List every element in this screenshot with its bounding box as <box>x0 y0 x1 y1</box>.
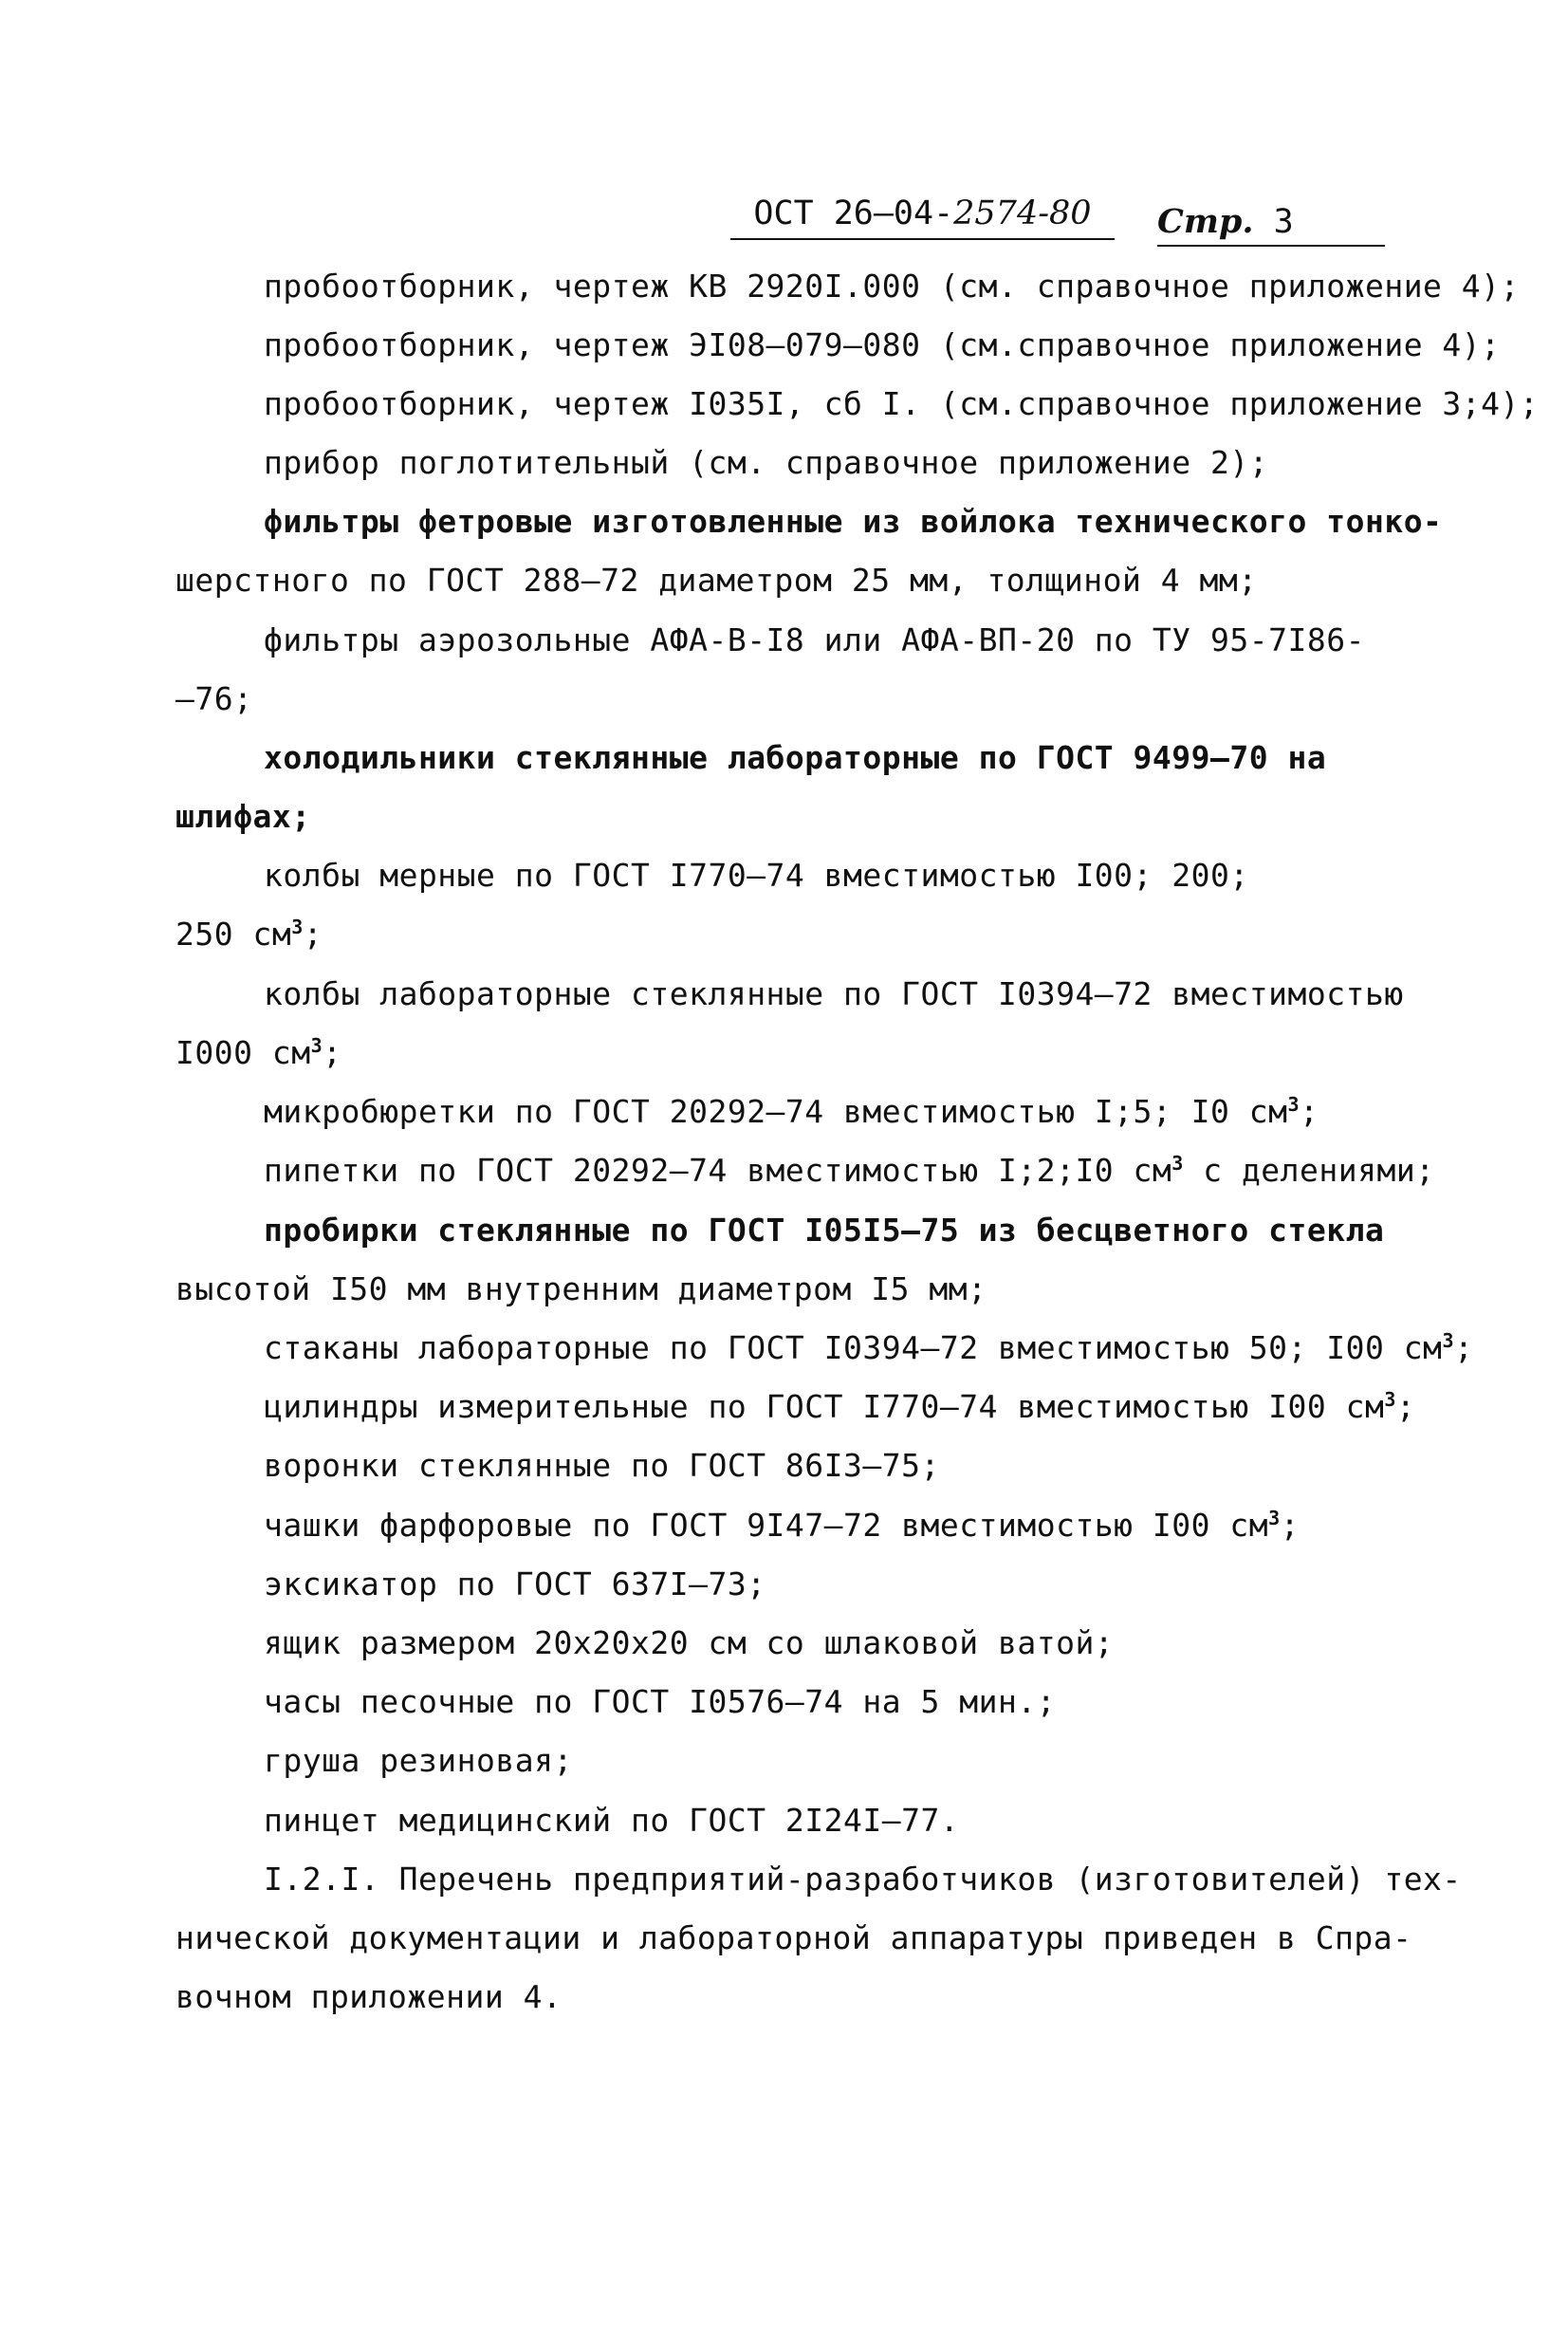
text-line: высотой I50 мм внутренним диаметром I5 мм; <box>175 1270 987 1307</box>
text-line: фильтры фетровые изготовленные из войлока технического тонко- <box>264 503 1443 540</box>
text-line: пипетки по ГОСТ 20292–74 вместимостью I;2;I0 $см^3$ с делениями; <box>264 1152 1435 1189</box>
text-line: воронки стеклянные по ГОСТ 86I3–75; <box>264 1447 940 1484</box>
text-line: пробоотборник, чертеж КВ 2920I.000 (см. справочное приложение 4); <box>264 268 1520 305</box>
text-line: прибор поглотительный (см. справочное приложение 2); <box>264 444 1269 481</box>
text-line: эксикатор по ГОСТ 637I–73; <box>264 1565 766 1602</box>
text-line: микробюретки по ГОСТ 20292–74 вместимостью I;5; I0 $см^3$; <box>264 1093 1319 1130</box>
page-number: Стр. 3 <box>1157 202 1385 247</box>
text-line: холодильники стеклянные лабораторные по ГОСТ 9499–70 на <box>264 739 1327 776</box>
text-line: цилиндры измерительные по ГОСТ I770–74 вместимостью I00 $см^3$; <box>264 1388 1416 1425</box>
text-line: –76; <box>175 680 253 717</box>
text-line: фильтры аэрозольные АФА-В-I8 или АФА-ВП-20 по ТУ 95-7I86- <box>264 621 1365 658</box>
text-line: часы песочные по ГОСТ I0576–74 на 5 мин.; <box>264 1683 1057 1720</box>
handwritten-doc-number: 2574-80 <box>953 194 1092 232</box>
text-line: пинцет медицинский по ГОСТ 2I24I–77. <box>264 1802 960 1839</box>
page-header <box>730 194 1394 251</box>
text-line: шлифах; <box>175 798 311 835</box>
text-line: колбы мерные по ГОСТ I770–74 вместимостью I00; 200; <box>264 857 1249 894</box>
page-label: Стр. <box>1157 202 1254 241</box>
text-line: 250 $см^3$; <box>175 916 323 953</box>
text-line: пробоотборник, чертеж ЭI08–079–080 (см.справочное приложение 4); <box>264 326 1501 363</box>
text-line: стаканы лабораторные по ГОСТ I0394–72 вместимостью 50; I00 $см^3$; <box>264 1329 1474 1366</box>
text-line: пробоотборник, чертеж I035I, сб I. (см.справочное приложение 3;4); <box>264 385 1540 422</box>
text-line: вочном приложении 4. <box>175 1978 563 2015</box>
text-line: груша резиновая; <box>264 1742 573 1779</box>
text-line: шерстного по ГОСТ 288–72 диаметром 25 мм, толщиной 4 мм; <box>175 562 1258 599</box>
text-line: нической документации и лабораторной аппаратуры приведен в Спра- <box>175 1919 1412 1956</box>
document-code: ОСТ 26–04-2574-80 <box>730 194 1115 240</box>
text-line: I000 $см^3$; <box>175 1034 342 1071</box>
text-line: ящик размером 20х20х20 см со шлаковой ватой; <box>264 1624 1115 1661</box>
text-line: пробирки стеклянные по ГОСТ I05I5–75 из бесцветного стекла <box>264 1212 1385 1249</box>
text-line: колбы лабораторные стеклянные по ГОСТ I0394–72 вместимостью <box>264 975 1404 1012</box>
text-line: чашки фарфоровые по ГОСТ 9I47–72 вместимостью I00 $см^3$; <box>264 1507 1301 1544</box>
text-line: I.2.I. Перечень предприятий-разработчиков (изготовителей) тех- <box>264 1861 1462 1898</box>
